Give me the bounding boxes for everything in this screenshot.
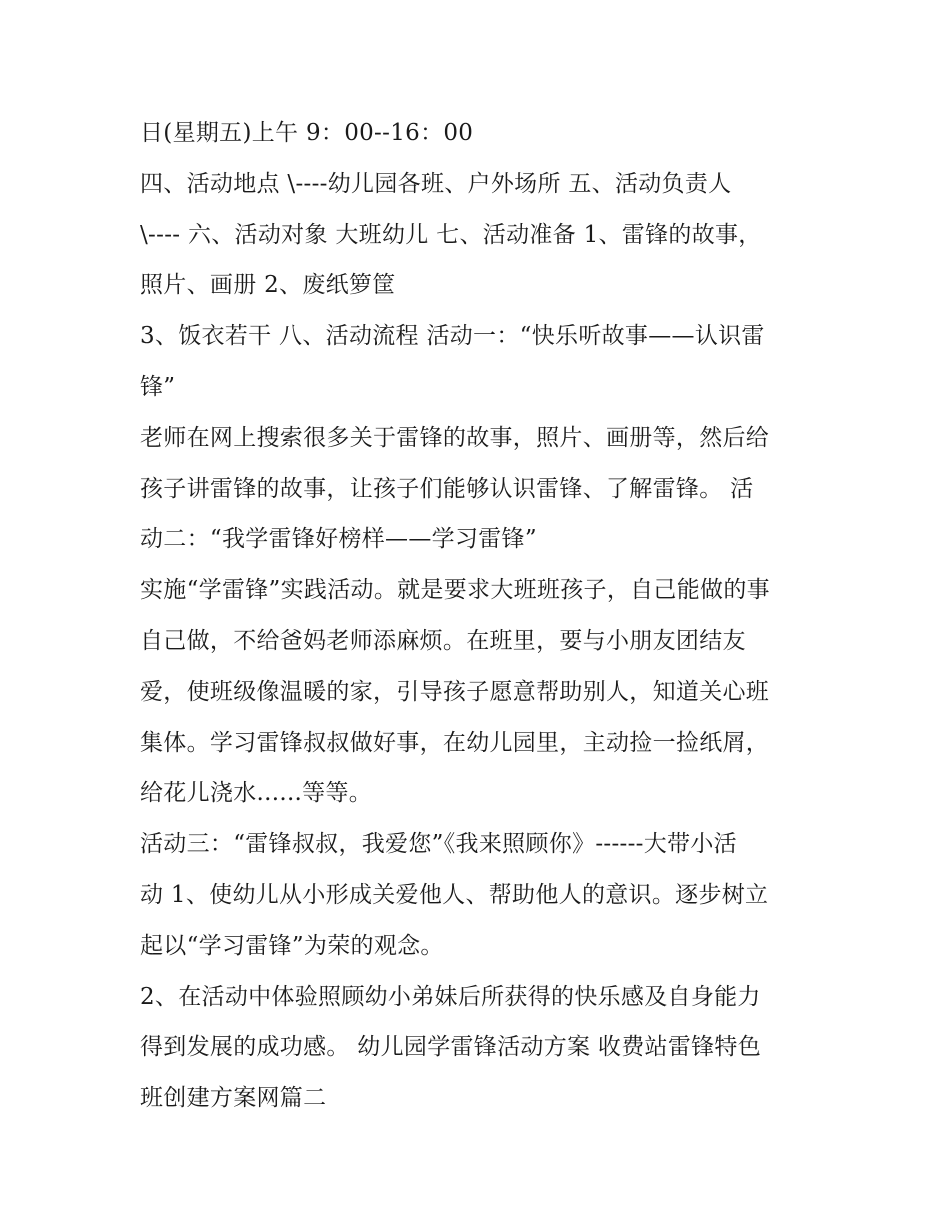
text-line: 活动三：“雷锋叔叔，我爱您”《我来照顾你》------大带小活 [140,831,737,858]
text-line: 起以“学习雷锋”为荣的观念。 [140,932,444,959]
text-line: 动二：“我学雷锋好榜样——学习雷锋” [140,526,537,553]
text-line: 得到发展的成功感。 幼儿园学雷锋活动方案 收费站雷锋特色 [140,1034,762,1061]
text-line: 动 1、使幼儿从小形成关爱他人、帮助他人的意识。逐步树立 [140,881,769,908]
text-line: 实施“学雷锋”实践活动。就是要求大班班孩子，自己能做的事 [140,577,770,604]
text-line: 四、活动地点 \----幼儿园各班、户外场所 五、活动负责人 [140,170,732,197]
text-line: 2、在活动中体验照顾幼小弟妹后所获得的快乐感及自身能力 [140,983,761,1010]
text-line: \---- 六、活动对象 大班幼儿 七、活动准备 1、雷锋的故事， [140,221,762,248]
text-line: 3、饭衣若干 八、活动流程 活动一：“快乐听故事——认识雷 [140,323,765,350]
text-line: 日(星期五)上午 9：00--16：00 [140,120,474,146]
text-line: 孩子讲雷锋的故事，让孩子们能够认识雷锋、了解雷锋。 活 [140,475,754,502]
text-line: 给花儿浇水......等等。 [140,780,373,807]
document-body [140,108,820,1124]
text-line: 照片、画册 2、废纸箩筐 [140,272,396,299]
text-line: 锋” [140,373,176,400]
text-line: 班创建方案网篇二 [140,1085,327,1112]
text-line: 集体。学习雷锋叔叔做好事，在幼儿园里，主动捡一捡纸屑， [140,729,770,756]
text-line: 老师在网上搜索很多关于雷锋的故事，照片、画册等，然后给 [140,424,770,451]
text-line: 爱，使班级像温暖的家，引导孩子愿意帮助别人，知道关心班 [140,678,770,705]
text-line: 自己做，不给爸妈老师添麻烦。在班里，要与小朋友团结友 [140,627,746,654]
